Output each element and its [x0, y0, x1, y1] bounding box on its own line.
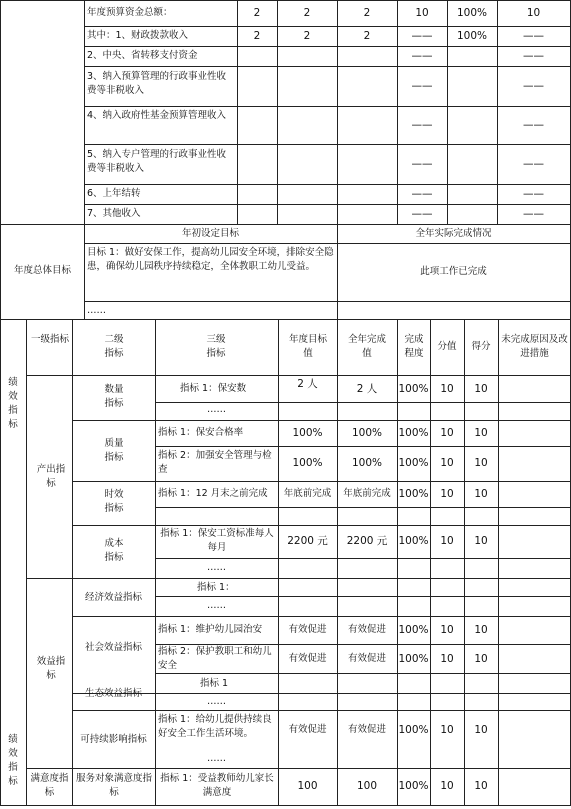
budget-value: ——	[411, 119, 433, 131]
rule	[72, 525, 571, 526]
quality-got: 10	[474, 457, 488, 469]
satisfaction-label: 满意度指标	[30, 773, 69, 798]
cost-dots: ……	[207, 562, 226, 573]
budget-value: ——	[523, 50, 544, 62]
perf-section-label: 绩效指标	[8, 377, 18, 430]
quantity-got: 10	[474, 383, 488, 395]
social-rate: 100%	[398, 653, 429, 665]
budget-value: 2	[303, 7, 311, 19]
budget-value: 2	[253, 7, 261, 19]
timeliness-rate: 100%	[398, 488, 429, 500]
social-actual: 有效促进	[347, 653, 386, 664]
economic-label: 经济效益指标	[84, 592, 142, 603]
rule	[72, 616, 571, 617]
rule	[0, 319, 571, 320]
quantity-score: 10	[440, 383, 454, 395]
cost-actual: 2200 元	[346, 535, 388, 547]
sustainable-label: 可持续影响指标	[80, 734, 147, 745]
quantity-rate: 100%	[398, 383, 429, 395]
header-reason: 未完成原因及改进措施	[501, 334, 568, 359]
economic-l3: 指标 1：	[197, 582, 235, 593]
budget-value: ——	[411, 158, 433, 170]
budget-value: ——	[411, 50, 433, 62]
satisfaction-l3: 指标 1：受益教师幼儿家长满意度	[160, 773, 274, 798]
sustainable-dots: ……	[207, 753, 226, 764]
budget-value: 100%	[456, 30, 488, 42]
quality-actual: 100%	[351, 457, 383, 469]
quantity-label: 数量指标	[104, 384, 124, 409]
output-label: 产出指标	[36, 464, 66, 489]
initial-goal-header: 年初设定目标	[181, 228, 239, 239]
header-l1: 一级指标	[31, 334, 70, 345]
budget-value: ——	[411, 30, 433, 42]
goal-dots: ……	[87, 305, 106, 316]
budget-label: 2、中央、省转移支付资金	[87, 50, 198, 61]
timeliness-actual: 年底前完成	[343, 488, 391, 499]
economic-dots: ……	[207, 600, 226, 611]
rule	[0, 0, 1, 806]
social-got: 10	[474, 653, 488, 665]
rule	[155, 446, 571, 447]
rule	[72, 481, 571, 482]
social-target: 有效促进	[288, 624, 327, 635]
rule	[0, 224, 571, 225]
sustainable-l3: 指标 1：给幼儿提供持续良好安全工作生活环境。	[158, 714, 272, 739]
quality-rate: 100%	[398, 457, 429, 469]
budget-label: 6、上年结转	[87, 188, 141, 199]
social-rate: 100%	[398, 624, 429, 636]
budget-value: ——	[411, 80, 433, 92]
satisfaction-target: 100	[297, 780, 318, 792]
header-target: 年度目标值	[288, 334, 327, 359]
header-score: 分值	[437, 341, 457, 352]
perf-section-label-2: 绩效指标	[8, 734, 18, 787]
social-got: 10	[474, 624, 488, 636]
quantity-dots: ……	[207, 404, 226, 415]
rule	[84, 301, 571, 302]
quality-label: 质量指标	[104, 438, 124, 463]
budget-value: 2	[363, 7, 371, 19]
cost-label: 成本指标	[104, 538, 124, 563]
rule	[337, 224, 338, 806]
satisfaction-got: 10	[474, 780, 488, 792]
quality-rate: 100%	[398, 427, 429, 439]
actual-goal-text: 此项工作已完成	[420, 266, 487, 277]
rule	[155, 558, 571, 559]
social-actual: 有效促进	[347, 624, 386, 635]
budget-value: ——	[523, 188, 544, 200]
ecological-dots: ……	[207, 696, 226, 707]
rule	[26, 375, 571, 376]
budget-value: 100%	[456, 7, 488, 19]
sustainable-rate: 100%	[398, 724, 429, 736]
quality-actual: 100%	[351, 427, 383, 439]
rule	[26, 578, 571, 579]
satisfaction-actual: 100	[356, 780, 378, 792]
budget-label: 其中：1、财政拨款收入	[87, 30, 189, 41]
quantity-actual: 2 人	[356, 383, 378, 395]
budget-value: 2	[253, 30, 261, 42]
rule	[498, 319, 499, 806]
rule	[72, 420, 571, 421]
social-target: 有效促进	[288, 653, 327, 664]
budget-label: 3、纳入预算管理的行政事业性收费等非税收入	[87, 71, 227, 96]
cost-score: 10	[440, 535, 454, 547]
rule	[0, 0, 571, 1]
social-score: 10	[440, 653, 454, 665]
header-got: 得分	[471, 341, 491, 352]
benefit-label: 效益指标	[36, 656, 66, 681]
quality-l3: 指标 1：保安合格率	[158, 427, 244, 438]
quality-score: 10	[440, 457, 454, 469]
cost-target: 2200 元	[287, 535, 328, 547]
goals-section-label: 年度总体目标	[13, 265, 71, 276]
budget-value: ——	[523, 80, 544, 92]
rule	[26, 319, 27, 806]
social-score: 10	[440, 624, 454, 636]
sustainable-target: 有效促进	[288, 724, 327, 735]
cost-got: 10	[474, 535, 488, 547]
satisfaction-rate: 100%	[398, 780, 429, 792]
timeliness-got: 10	[474, 488, 488, 500]
rule	[155, 596, 571, 597]
cost-rate: 100%	[398, 535, 429, 547]
rule	[0, 805, 571, 806]
header-rate: 完成程度	[404, 334, 424, 359]
quality-target: 100%	[292, 427, 323, 439]
budget-value: 2	[303, 30, 311, 42]
budget-label: 4、纳入政府性基金预算管理收入	[87, 110, 227, 121]
ecological-label: 生态效益指标	[84, 688, 142, 699]
rule	[26, 768, 571, 769]
sustainable-score: 10	[440, 724, 454, 736]
budget-value: ——	[523, 30, 544, 42]
rule	[84, 243, 571, 244]
timeliness-l3: 指标 1：12 月末之前完成	[158, 488, 268, 499]
header-l3: 三级指标	[206, 334, 226, 359]
rule	[155, 673, 571, 674]
budget-value: ——	[523, 208, 544, 220]
initial-goal-text: 目标 1：做好安保工作，提高幼儿园安全环境，排除安全隐患，确保幼儿园秩序持续稳定，全体教职工幼儿受益。	[87, 247, 334, 272]
quality-l3: 指标 2：加强安全管理与检查	[158, 450, 272, 475]
satisfaction-score: 10	[440, 780, 454, 792]
quantity-l3: 指标 1：保安数	[180, 383, 247, 394]
social-l3: 指标 2：保护教职工和幼儿安全	[158, 646, 272, 671]
quality-score: 10	[440, 427, 454, 439]
actual-goal-header: 全年实际完成情况	[415, 228, 492, 239]
sustainable-got: 10	[474, 724, 488, 736]
cost-l3: 指标 1：保安工资标准每人每月	[160, 528, 274, 553]
budget-value: ——	[411, 188, 433, 200]
rule	[155, 507, 571, 508]
rule	[72, 710, 571, 711]
timeliness-label: 时效指标	[104, 489, 124, 514]
budget-value: ——	[523, 119, 544, 131]
timeliness-score: 10	[440, 488, 454, 500]
quality-target: 100%	[292, 457, 323, 469]
budget-value: ——	[523, 158, 544, 170]
budget-value: 2	[363, 30, 371, 42]
ecological-l3: 指标 1	[200, 678, 229, 689]
social-l3: 指标 1：维护幼儿园治安	[158, 624, 263, 635]
budget-value: 10	[526, 7, 541, 19]
header-actual: 全年完成值	[347, 334, 386, 359]
header-l2: 二级指标	[104, 334, 124, 359]
budget-label: 7、其他收入	[87, 208, 141, 219]
quantity-target: 2 人	[297, 378, 318, 390]
satisfaction-l2: 服务对象满意度指标	[75, 773, 152, 798]
rule	[84, 0, 85, 320]
budget-value: ——	[411, 208, 433, 220]
sustainable-actual: 有效促进	[347, 724, 386, 735]
budget-label: 年度预算资金总额：	[87, 7, 173, 18]
budget-label: 5、纳入专户管理的行政事业性收费等非税收入	[87, 149, 227, 174]
social-label: 社会效益指标	[84, 642, 142, 653]
quality-got: 10	[474, 427, 488, 439]
timeliness-target: 年底前完成	[283, 488, 332, 499]
budget-value: 10	[415, 7, 429, 19]
